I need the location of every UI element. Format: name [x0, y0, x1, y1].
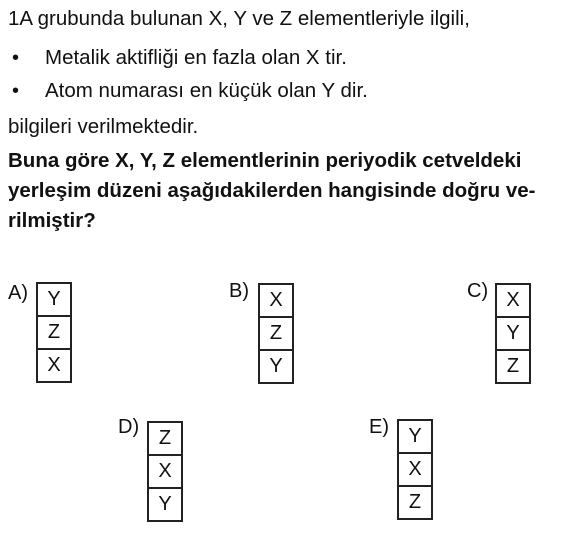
bullet-marker-1: •: [12, 47, 20, 69]
option-b-cell-1: X: [260, 285, 292, 318]
option-d-label: D): [118, 416, 140, 438]
question-prompt-line-1: Buna göre X, Y, Z elementlerinin periyodik cetveldeki: [8, 149, 522, 172]
option-e-label: E): [369, 416, 389, 438]
option-c-stack: [495, 283, 531, 384]
option-d-cell-2: X: [149, 456, 181, 489]
question-intro: 1A grubunda bulunan X, Y ve Z elementleriyle ilgili,: [8, 7, 470, 30]
option-e-cell-3: Z: [408, 491, 422, 513]
bullet-marker-2: •: [12, 80, 20, 102]
option-e-cell-1: Y: [399, 421, 431, 454]
option-a-cell-3: X: [47, 354, 61, 376]
option-b-cell-3: Y: [269, 355, 283, 377]
option-e-cell-2: X: [399, 454, 431, 487]
given-text: bilgileri verilmektedir.: [8, 115, 199, 138]
option-a-stack: [36, 282, 72, 383]
bullet-item-2: Atom numarası en küçük olan Y dir.: [45, 79, 368, 102]
option-c-label: C): [467, 280, 489, 302]
question-prompt-line-3: rilmiştir?: [8, 209, 96, 232]
bullet-item-1: Metalik aktifliği en fazla olan X tir.: [45, 46, 347, 69]
option-b-stack: [258, 283, 294, 384]
option-c-cell-1: X: [497, 285, 529, 318]
option-a-cell-2: Z: [38, 317, 70, 350]
option-c-cell-3: Z: [506, 355, 520, 377]
option-a-label: A): [8, 282, 28, 304]
option-b-cell-2: Z: [260, 318, 292, 351]
option-a-cell-1: Y: [38, 284, 70, 317]
option-c-cell-2: Y: [497, 318, 529, 351]
question-prompt-line-2: yerleşim düzeni aşağıdakilerden hangisinde doğru ve-: [8, 179, 536, 202]
option-d-stack: [147, 421, 183, 522]
option-b-label: B): [229, 280, 249, 302]
option-e-stack: [397, 419, 433, 520]
option-d-cell-3: Y: [158, 493, 172, 515]
option-d-cell-1: Z: [149, 423, 181, 456]
